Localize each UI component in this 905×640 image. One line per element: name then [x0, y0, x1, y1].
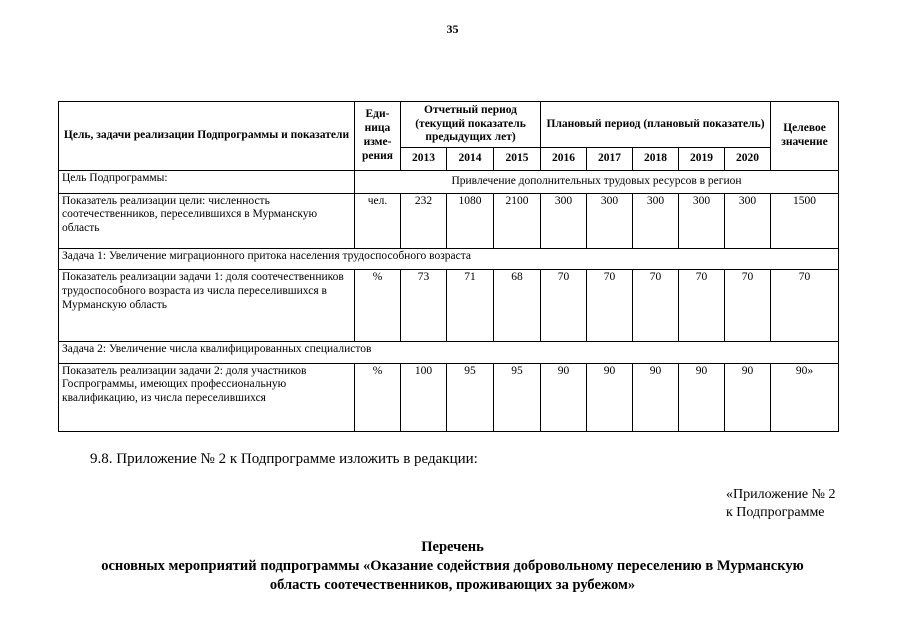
indicator-value: 300	[679, 193, 725, 248]
header-unit: Еди-ница изме-рения	[355, 102, 401, 171]
header-year: 2015	[494, 148, 541, 171]
header-target: Целевое значение	[771, 102, 839, 171]
list-title-line: Перечень	[421, 539, 484, 555]
indicator-label: Показатель реализации задачи 1: доля соотечественников трудоспособного возраста из числа переселившихся в Мурманскую область	[59, 270, 355, 342]
indicator-value: 232	[401, 193, 447, 248]
page-number: 35	[446, 22, 459, 36]
indicator-value: 71	[447, 270, 494, 342]
indicator-value: 90	[679, 363, 725, 431]
indicator-value: 2100	[494, 193, 541, 248]
goal-label: Цель Подпрограммы:	[59, 170, 355, 193]
indicator-unit: чел.	[355, 193, 401, 248]
indicator-value: 90	[587, 363, 633, 431]
appendix-line: к Подпрограмме	[726, 505, 825, 521]
indicator-value: 100	[401, 363, 447, 431]
indicator-value: 70	[541, 270, 587, 342]
indicator-unit: %	[355, 363, 401, 431]
appendix-line: «Приложение № 2	[726, 487, 836, 502]
appendix-reference	[726, 486, 836, 522]
header-year: 2017	[587, 148, 633, 171]
indicator-value: 90	[633, 363, 679, 431]
indicator-value: 70	[725, 270, 771, 342]
header-year: 2018	[633, 148, 679, 171]
indicators-table	[58, 101, 839, 432]
header-year: 2014	[447, 148, 494, 171]
amendment-text: 9.8. Приложение № 2 к Подпрограмме изложить в редакции:	[90, 451, 478, 467]
indicator-value: 70	[587, 270, 633, 342]
indicator-value: 300	[633, 193, 679, 248]
indicator-value: 70	[679, 270, 725, 342]
indicator-value: 95	[447, 363, 494, 431]
indicator-value: 300	[725, 193, 771, 248]
indicator-label: Показатель реализации цели: численность соотечественников, переселившихся в Мурманскую область	[59, 193, 355, 248]
header-year: 2016	[541, 148, 587, 171]
indicator-unit: %	[355, 270, 401, 342]
goal-text: Привлечение дополнительных трудовых ресурсов в регион	[355, 170, 839, 193]
list-title-line: область соотечественников, проживающих за рубежом»	[269, 576, 636, 593]
indicator-target: 70	[771, 270, 839, 342]
indicator-value: 73	[401, 270, 447, 342]
list-title-line: основных мероприятий подпрограммы «Оказание содействия добровольному переселению в Мурманскую	[101, 557, 804, 574]
task-row: Задача 1: Увеличение миграционного притока населения трудоспособного возраста	[59, 248, 839, 270]
indicator-target: 1500	[771, 193, 839, 248]
indicator-value: 300	[541, 193, 587, 248]
header-goal: Цель, задачи реализации Подпрограммы и показатели	[59, 102, 355, 171]
header-year: 2013	[401, 148, 447, 171]
header-reporting-period: Отчетный период (текущий показатель предыдущих лет)	[401, 102, 541, 148]
indicator-value: 1080	[447, 193, 494, 248]
indicator-value: 90	[541, 363, 587, 431]
header-planned-period: Плановый период (плановый показатель)	[541, 102, 771, 148]
indicator-value: 90	[725, 363, 771, 431]
indicator-value: 70	[633, 270, 679, 342]
indicator-label: Показатель реализации задачи 2: доля участников Госпрограммы, имеющих профессиональную квалификацию, из числа переселившихся	[59, 363, 355, 431]
header-year: 2019	[679, 148, 725, 171]
indicator-value: 95	[494, 363, 541, 431]
indicator-value: 68	[494, 270, 541, 342]
indicator-value: 300	[587, 193, 633, 248]
header-year: 2020	[725, 148, 771, 171]
list-title	[0, 538, 905, 595]
indicator-target: 90»	[771, 363, 839, 431]
task-row: Задача 2: Увеличение числа квалифицированных специалистов	[59, 341, 839, 363]
